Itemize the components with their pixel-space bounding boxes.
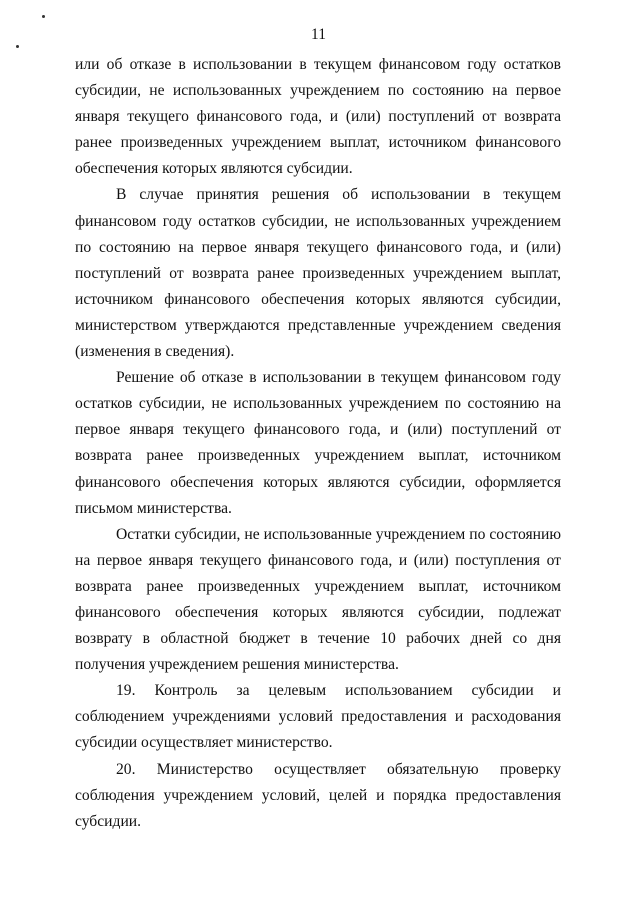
paragraph-item-20: 20. Министерство осуществляет обязательную проверку соблюдения учреждением условий, целей и порядка предоставления субсидии. [75,760,561,830]
paragraph-refusal-decision: Решение об отказе в использовании в текущем финансовом году остатков субсидии, не использованных учреждением по состоянию на первое января текущего финансового года, и (или) поступлений от возврата ранее произведенных учреждением выплат, источником финансового обеспечения которых являются субсидии, оформляется письмом министерства. [75,369,561,517]
paragraph-remaining-subsidy-return: Остатки субсидии, не использованные учреждением по состоянию на первое января текущего финансового года, и (или) поступления от возврата ранее произведенных учреждением выплат, источником финансового обеспечения которых являются субсидии, подлежат возврату в областной бюджет в течение 10 рабочих дней со дня получения учреждением решения министерства. [75,525,561,674]
paragraph-decision-approval: В случае принятия решения об использовании в текущем финансовом году остатков субсидии, не использованных учреждением по состоянию на первое января текущего финансового года, и (или) поступлений от возврата ранее произведенных учреждением выплат, источником финансового обеспечения которых являются субсидии, министерством утверждаются представленные учреждением сведения (изменения в сведения). [75,186,561,361]
document-body [75,52,561,835]
scan-speck [42,15,45,18]
paragraph-continuation: или об отказе в использовании в текущем финансовом году остатков субсидии, не использованных учреждением по состоянию на первое января текущего финансового года, и (или) поступлений от возврата ранее произведенных учреждением выплат, источником финансового обеспечения которых являются субсидии. [75,56,561,178]
page-number: 11 [311,26,326,43]
scan-speck [16,45,19,48]
paragraph-item-19: 19. Контроль за целевым использованием субсидии и соблюдением учреждениями условий предоставления и расходования субсидии осуществляет министерство. [75,682,561,752]
